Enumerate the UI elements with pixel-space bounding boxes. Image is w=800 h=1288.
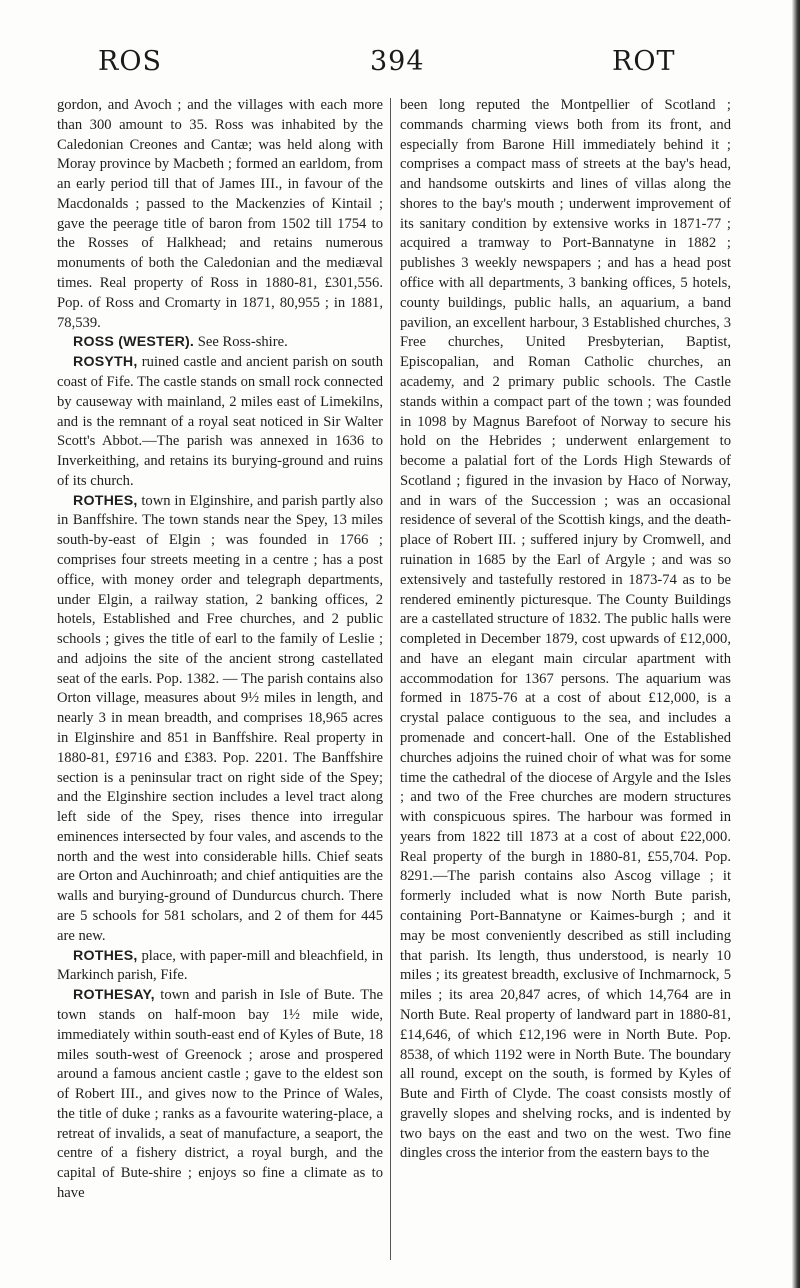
- page-number: 394: [370, 46, 425, 77]
- entry-headword: ROTHES,: [73, 492, 138, 509]
- entry-paragraph: [57, 492, 383, 947]
- page-header: [0, 46, 790, 82]
- entry-headword: ROTHESAY,: [73, 987, 155, 1004]
- entry-text: town in Elginshire, and parish partly also in Banffshire. The town stands near the Spey, 13 miles south-by-east of Elgin ; was founded in 1766 ; comprises four streets meeting in a centre ; has a post office, with money order and telegraph departments, under Elgin, a railway station, 2 banking offices, 2 hotels, Established and Free churches, and 2 public schools ; gives the title of earl to the family of Leslie ; and adjoins the site of the ancient strong castellated seat of the earls. Pop. 1382. — The parish contains also Orton village, measures about 9½ miles in length, and nearly 3 in mean breadth, and comprises 18,965 acres in Elginshire and 851 in Banffshire. Real property in 1880-81, £9716 and £383. Pop. 2201. The Banffshire section is a peninsular tract on right side of the Spey; and the Elginshire section includes a level tract along left side of the Spey, rises thence into irregular eminences intersected by four vales, and ascends to the north and the west into considerable hills. Chief seats are Orton and Auchinroath; and chief antiquities are the walls and burying-ground of Dundurcus church. There are 5 schools for 581 scholars, and 2 of them for 445 are new.: [57, 492, 383, 944]
- entry-text: place, with paper-mill and bleachfield, in Markinch parish, Fife.: [57, 947, 383, 984]
- entry-paragraph: [57, 333, 383, 353]
- running-head-right: ROT: [612, 46, 676, 77]
- left-column: [57, 96, 383, 1204]
- entry-paragraph: [400, 96, 731, 1164]
- entry-headword: ROTHES,: [73, 947, 138, 964]
- right-column: [400, 96, 731, 1164]
- entry-text: town and parish in Isle of Bute. The town stands on half-moon bay 1½ mile wide, immediately within south-east end of Kyles of Bute, 18 miles south-west of Greenock ; arose and prospered around a famous ancient castle ; gave to the eldest son of Robert III., and gives now to the Prince of Wales, the title of duke ; ranks as a favourite watering-place, a retreat of invalids, a seat of manufacture, a seaport, the centre of a fishery district, a royal burgh, and the capital of Bute-shire ; enjoys so fine a climate as to have: [57, 987, 383, 1201]
- scan-edge-shadow: [792, 0, 800, 1288]
- entry-paragraph: [57, 96, 383, 333]
- column-rule: [390, 98, 391, 1260]
- entry-text: gordon, and Avoch ; and the villages with each more than 300 amount to 35. Ross was inhabited by the Caledonian Creones and Cantæ; was held along with Moray province by Macbeth ; formed an earldom, from an early period till that of James III., in favour of the Macdonalds ; passed to the Mackenzies of Kintail ; gave the peerage title of baron from 1502 till 1754 to the Rosses of Halkhead; and retains numerous monuments of both the Caledonian and the mediæval times. Real property of Ross in 1880-81, £301,556. Pop. of Ross and Cromarty in 1871, 80,955 ; in 1881, 78,539.: [57, 97, 383, 331]
- entry-text: been long reputed the Montpellier of Scotland ; commands charming views both from its front, and especially from Barone Hill immediately behind it ; comprises a compact mass of streets at the bay's head, and handsome outskirts and lines of villas along the shores to the bay's mouth ; underwent improvement of its sanitary condition by extensive works in 1871-77 ; acquired a tramway to Port-Bannatyne in 1882 ; publishes 3 weekly newspapers ; and has a head post office with all departments, 3 banking offices, 5 hotels, county buildings, public halls, an aquarium, a band pavilion, an excellent harbour, 3 Established churches, 3 Free churches, United Presbyterian, Baptist, Episcopalian, and Roman Catholic churches, an academy, and 2 primary public schools. The Castle stands within a compact part of the town ; was founded in 1098 by Magnus Barefoot of Norway to secure his hold on the Hebrides ; underwent enlargement to become a palatial fort of the Lords High Stewards of Scotland ; figured in the invasion by Haco of Norway, and in wars of the Succession ; was an occasional residence of several of the Scottish kings, and the death-place of Robert III. ; suffered injury by Cromwell, and ruination in 1685 by the Earl of Argyle ; and was so extensively and tastefully restored in 1873-74 as to be rendered eminently picturesque. The County Buildings are a castellated structure of 1832. The public halls were completed in December 1879, cost upwards of £12,000, and have an elegant main circular apartment with accommodation for 1367 persons. The aquarium was formed in 1875-76 at a cost of about £12,000, is a crystal palace contiguous to the sea, and includes a promenade and concert-hall. One of the Established churches adjoins the ruined choir of what was for some time the cathedral of the diocese of Argyle and the Isles ; and two of the Free churches are modern structures with conspicuous spires. The harbour was formed in years from 1822 till 1873 at a cost of about £22,000. Real property of the burgh in 1880-81, £55,704. Pop. 8291.—The parish contains also Ascog village ; it formerly included what is now North Bute parish, containing Port-Bannatyne or Kaimes-burgh ; and it may be most conveniently described as still including that parish. Its length, thus understood, is nearly 10 miles ; its greatest breadth, exclusive of Inchmarnock, 5 miles ; its area 20,847 acres, of which 14,764 are in North Bute. Real property of landward part in 1880-81, £14,646, of which £12,196 were in North Bute. Pop. 8538, of which 1192 were in North Bute. The boundary all round, except on the south, is formed by Kyles of Bute and Firth of Clyde. The coast consists mostly of gravelly slopes and shelving rocks, and is indented by two bays on the east and two on the west. Two fine dingles cross the interior from the eastern bays to the: [400, 97, 731, 1162]
- entry-paragraph: [57, 947, 383, 987]
- entry-headword: ROSYTH,: [73, 354, 138, 371]
- entry-paragraph: [57, 986, 383, 1204]
- entry-headword: ROSS (WESTER).: [73, 334, 195, 351]
- entry-paragraph: [57, 353, 383, 491]
- entry-text: See Ross-shire.: [194, 334, 288, 351]
- running-head-left: ROS: [98, 46, 162, 77]
- entry-text: ruined castle and ancient parish on south coast of Fife. The castle stands on small rock connected by causeway with mainland, 2 miles east of Limekilns, and is the remnant of a royal seat noticed in Sir Walter Scott's Abbot.—The parish was annexed in 1636 to Inverkeithing, and retains its burying-ground and ruins of its church.: [57, 354, 383, 489]
